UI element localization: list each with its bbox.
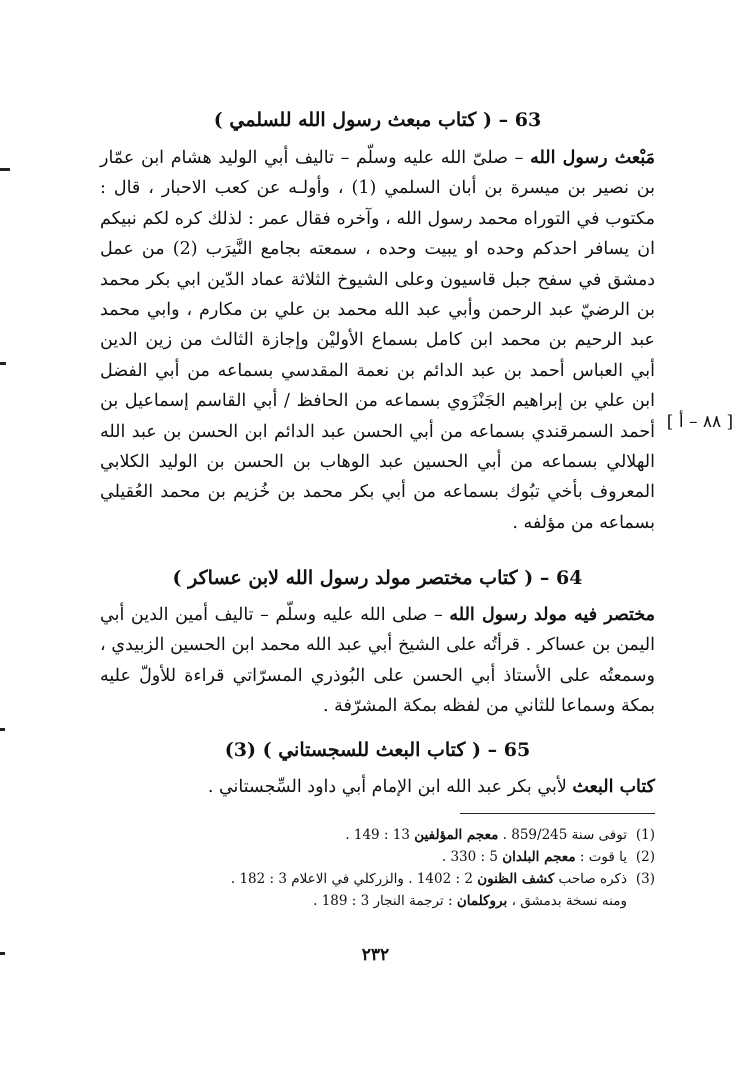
- footnote-text: ذكره صاحب: [554, 871, 627, 887]
- entry-lead-65: كتاب البعث: [572, 777, 655, 797]
- footnote-continuation: [100, 890, 655, 912]
- footnote-text: : ترجمة النجار 3 : 189 .: [313, 893, 457, 909]
- footnote-text: 13 : 149 .: [345, 827, 415, 843]
- manuscript-folio-ref: [ ٨٨ – أ ]: [666, 412, 734, 432]
- scan-edge-mark: [0, 728, 5, 731]
- scan-edge-mark: [0, 168, 10, 171]
- footnotes: [100, 824, 655, 912]
- footnote-2: [100, 846, 655, 868]
- entry-body-65: [100, 772, 655, 802]
- entry-lead-64: مختصر فيه مولد رسول الله: [449, 605, 655, 625]
- footnote-number: (1): [635, 827, 655, 843]
- footnote-text: 5 : 330 .: [441, 849, 503, 865]
- entry-heading-64: 64 – ( كتاب مختصر مولد رسول الله لابن عساكر ): [172, 567, 583, 589]
- entry-text-63: – صلىّ الله عليه وسلّم – تاليف أبي الوليد هشام ابن عمّار بن نصير بن ميسرة بن أبان السلمي (1) ، وأولـه عن كعب الاحبار ، قال : مكتوب في التوراه محمد رسول الله ، وآخره فقال عمر : لذلك كره لكم نبيكم ان يسافر احدكم وحده او يبيت وحده ، سمعته بجامع النَّيرَب (2) من عمل دمشق في سفح جبل قاسيون وعلى الشيوخ الثلاثة عماد الدّين ابي بكر محمد بن الرضيّ عبد الرحمن وأبي عبد الله محمد بن علي بن مكارم ، وابي محمد عبد الرحيم بن محمد ابن كامل بسماع الأوليْن وإجازة الثالث من زين الدين أبي العباس أحمد بن عبد الدائم بن نعمة المقدسي بسماعه من أبي الفضل ابن علي بن إبراهيم الجَنْزَوي بسماعه من الحافظ / أبي القاسم إسماعيل بن أحمد السمرقندي بسماعه من أبي الحسن عبد الدائم ابن الحسن بن عبد الله الهلالي بسماعه من أبي الحسين عبد الوهاب بن الحسن بن الوليد الكلابي المعروف بأخي تبُوك بسماعه من أبي بكر محمد بن خُزيم بن محمد العُقيلي بسماعه من مؤلفه .: [100, 148, 655, 533]
- entry-text-65: لأبي بكر عبد الله ابن الإمام أبي داود السِّجستاني .: [207, 777, 573, 797]
- scan-edge-mark: [0, 952, 5, 955]
- footnote-1: [100, 824, 655, 846]
- entry-heading-63: 63 – ( كتاب مبعث رسول الله للسلمي ): [213, 109, 542, 131]
- entry-text-64: – صلى الله عليه وسلّم – تاليف أمين الدين أبي اليمن بن عساكر . قرأتُه على الشيخ أبي عبد الله محمد ابن الحسين الزبيدي ، وسمعتُه على الأستاذ أبي الحسن على البُوذري المسرّاتي قراءة للأولّ عليه بمكة وسماعا للثاني من لفظه بمكة المشرّفة .: [100, 605, 655, 717]
- page-number: ٢٣٢: [361, 945, 390, 965]
- footnote-separator: [460, 813, 655, 814]
- footnote-text: ومنه نسخة بدمشق ،: [507, 893, 627, 909]
- entry-lead-63: مَبْعث رسول الله: [530, 148, 655, 168]
- entry-body-64: [100, 600, 655, 722]
- footnote-source: معجم البلدان: [502, 849, 576, 865]
- entry-heading-65: 65 – ( كتاب البعث للسجستاني ) (3): [224, 739, 531, 761]
- footnote-source: معجم المؤلفين: [414, 827, 499, 843]
- footnote-text: توفى سنة 859/245 .: [498, 827, 627, 843]
- footnote-source: بروكلمان: [456, 893, 508, 909]
- footnote-text: يا قوت :: [575, 849, 627, 865]
- footnote-number: (2): [635, 849, 655, 865]
- footnote-source: كشف الظنون: [477, 871, 555, 887]
- entry-body-63: [100, 143, 655, 538]
- scan-edge-mark: [0, 362, 6, 365]
- footnote-text: 2 : 1402 . والزركلي في الاعلام 3 : 182 .: [230, 871, 478, 887]
- footnote-3: [100, 868, 655, 912]
- footnote-number: (3): [635, 871, 655, 887]
